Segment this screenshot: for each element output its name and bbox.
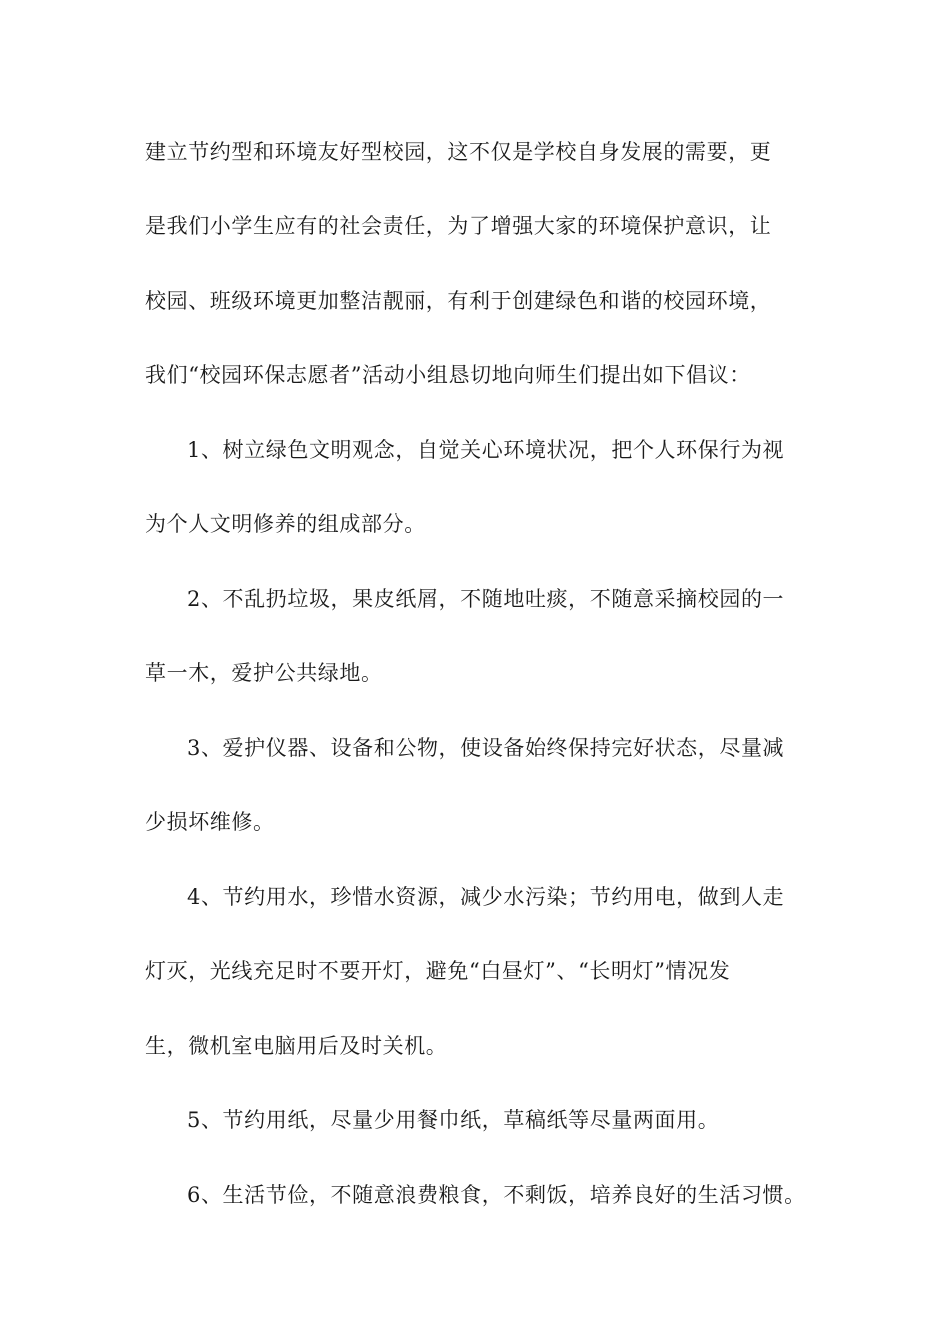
paragraph-line: 校园、班级环境更加整洁靓丽，有利于创建绿色和谐的校园环境， bbox=[145, 289, 772, 313]
list-item-5-line: 5、节约用纸，尽量少用餐巾纸，草稿纸等尽量两面用。 bbox=[187, 1108, 720, 1132]
list-item-3-line: 少损坏维修。 bbox=[145, 810, 275, 834]
list-item-1-line: 1、树立绿色文明观念，自觉关心环境状况，把个人环保行为视 bbox=[187, 438, 785, 462]
list-item-3-line: 3、爱护仪器、设备和公物，使设备始终保持完好状态，尽量减 bbox=[187, 736, 785, 760]
list-item-2-line: 草一木，爱护公共绿地。 bbox=[145, 661, 383, 685]
paragraph-line: 建立节约型和环境友好型校园，这不仅是学校自身发展的需要，更 bbox=[145, 140, 772, 164]
list-item-1-line: 为个人文明修养的组成部分。 bbox=[145, 512, 426, 536]
list-item-6-line: 6、生活节俭，不随意浪费粮食，不剩饭，培养良好的生活习惯。 bbox=[187, 1183, 806, 1207]
list-item-2-line: 2、不乱扔垃圾，果皮纸屑，不随地吐痰，不随意采摘校园的一 bbox=[187, 587, 785, 611]
paragraph-line: 是我们小学生应有的社会责任，为了增强大家的环境保护意识，让 bbox=[145, 214, 772, 238]
list-item-4-line: 灯灭，光线充足时不要开灯，避免“白昼灯”、“长明灯”情况发 bbox=[145, 959, 731, 983]
list-item-4-line: 生，微机室电脑用后及时关机。 bbox=[145, 1034, 448, 1058]
list-item-4-line: 4、节约用水，珍惜水资源，减少水污染；节约用电，做到人走 bbox=[187, 885, 785, 909]
paragraph-line: 我们“校园环保志愿者”活动小组恳切地向师生们提出如下倡议： bbox=[145, 363, 751, 387]
